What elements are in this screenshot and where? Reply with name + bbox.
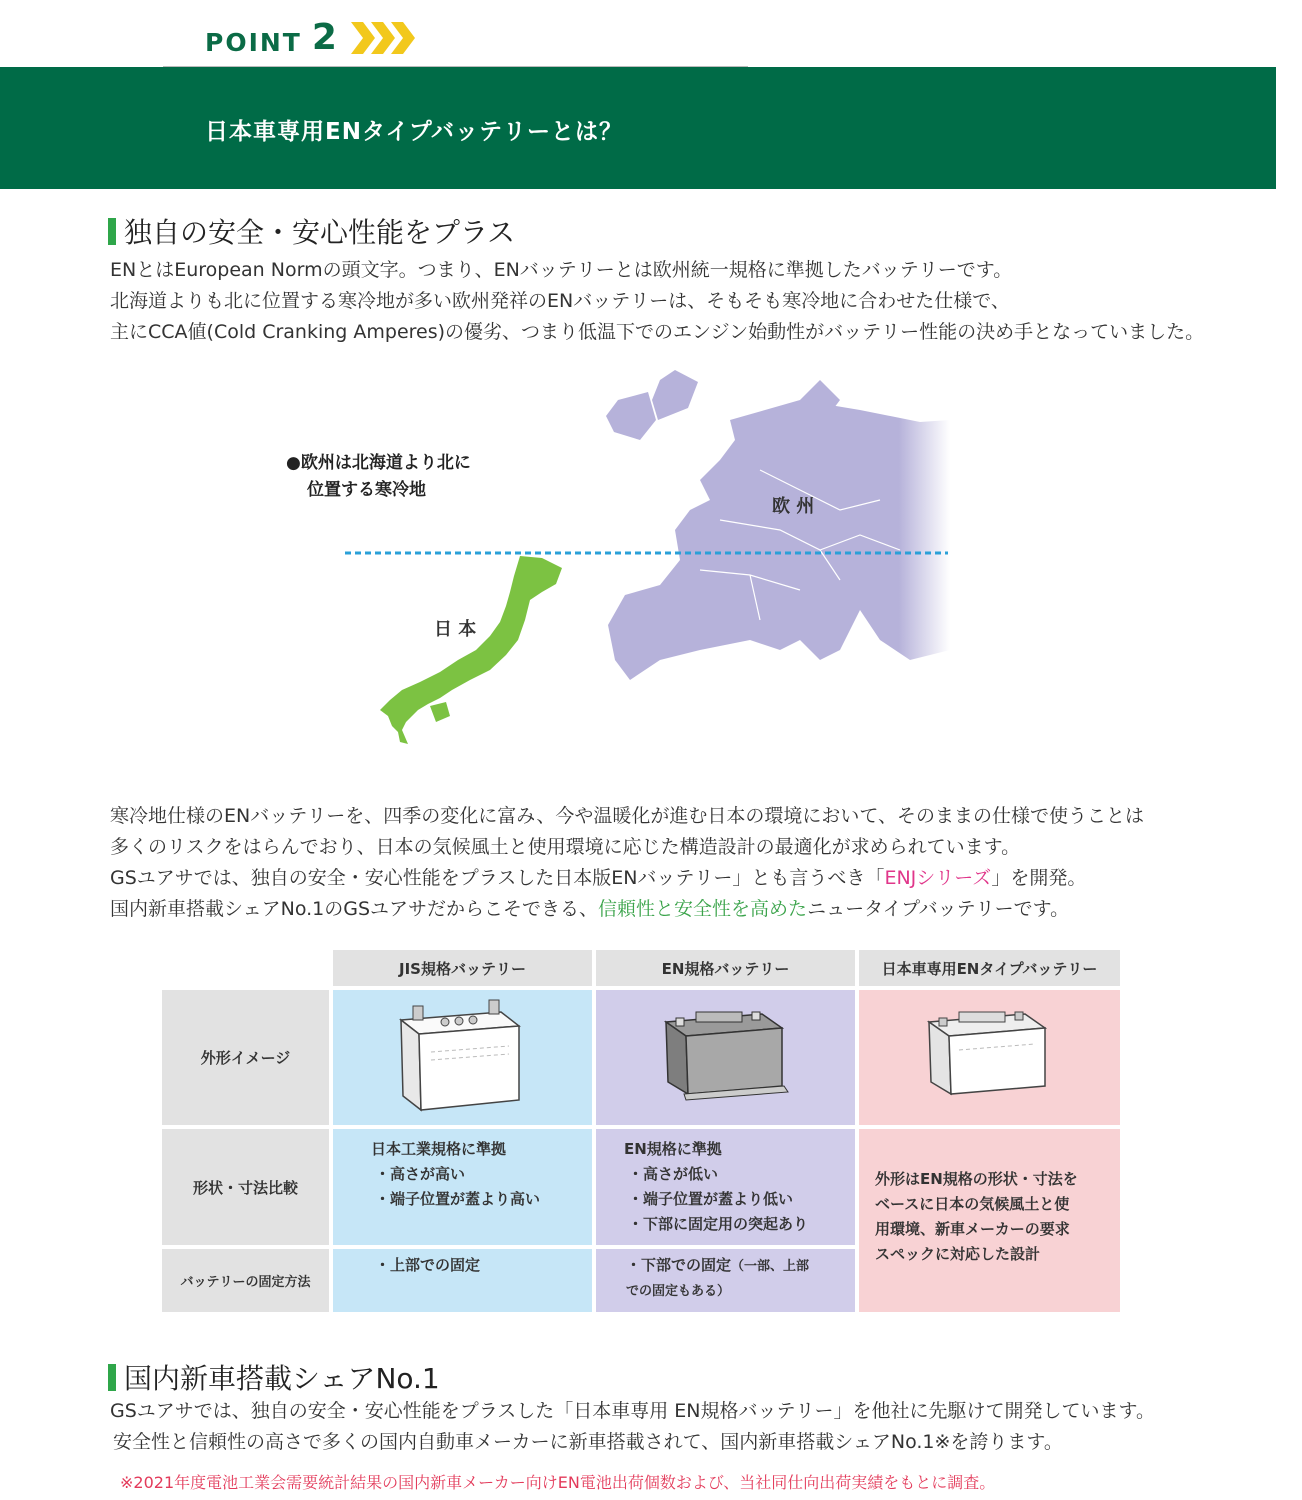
en-fix-line-1 xyxy=(626,1253,855,1279)
point-number: 2 xyxy=(311,17,337,58)
jp-desc-4: スペックに対応した設計 xyxy=(875,1245,1041,1263)
section1b-paragraph xyxy=(110,801,1144,925)
en-shape-3: ・端子位置が蓋より低い xyxy=(628,1190,794,1208)
section1-paragraph xyxy=(110,255,1204,348)
en-image-cell xyxy=(596,990,855,1125)
reliability-highlight: 信頼性と安全性を高めた xyxy=(598,898,808,920)
section1-heading-text: 独自の安全・安心性能をプラス xyxy=(124,216,516,249)
header-en: EN規格バッテリー xyxy=(596,950,855,986)
en-fix-a: ・下部での固定 xyxy=(626,1256,732,1274)
en-shape-1: EN規格に準拠 xyxy=(624,1140,722,1158)
line3-pre: GSユアサでは、独自の安全・安心性能をプラスした日本版ENバッテリー」とも言うべき「 xyxy=(110,867,885,889)
jis-battery-icon xyxy=(333,990,592,1125)
jp-desc-cell xyxy=(859,1129,1120,1312)
section2-line-1: GSユアサでは、独自の安全・安心性能をプラスした「日本車専用 EN規格バッテリー」を他社に先駆けて開発しています。 xyxy=(110,1400,1155,1422)
section1b-line-3 xyxy=(110,863,1144,894)
heading-bar xyxy=(108,218,116,245)
section1b-line-4 xyxy=(110,894,1144,925)
section2-paragraph xyxy=(110,1396,1155,1458)
section1b-line-1: 寒冷地仕様のENバッテリーを、四季の変化に富み、今や温暖化が進む日本の環境において、そのままの仕様で使うことは xyxy=(110,805,1144,827)
section1b-line-2: 多くのリスクをはらんでおり、日本の気候風土と使用環境に応じた構造設計の最適化が求められています。 xyxy=(110,836,1021,858)
japan-label: 日 本 xyxy=(434,619,477,640)
banner-title: 日本車専用ENタイプバッテリーとは？ xyxy=(205,119,623,145)
line3-post: 」を開発。 xyxy=(991,867,1087,889)
map-note-line-2: 位置する寒冷地 xyxy=(307,480,426,500)
section2-heading xyxy=(108,1357,440,1397)
en-shape-cell xyxy=(596,1129,855,1245)
title-banner xyxy=(0,67,1276,189)
jp-desc-3: 用環境、新車メーカーの要求 xyxy=(875,1220,1070,1238)
jp-desc-1: 外形はEN規格の形状・寸法を xyxy=(875,1170,1078,1188)
en-battery-icon xyxy=(596,990,855,1125)
europe-japan-map xyxy=(280,360,970,760)
jis-shape-3: ・端子位置が蓋より高い xyxy=(375,1190,541,1208)
en-fix-b: （一部、上部 xyxy=(731,1259,810,1274)
map-note-line-1: ●欧州は北海道より北に xyxy=(286,453,471,473)
section2-line-2: 安全性と信頼性の高さで多くの国内自動車メーカーに新車搭載されて、国内新車搭載シェアNo.1※を誇ります。 xyxy=(113,1431,1063,1453)
europe-label: 欧 州 xyxy=(772,496,815,517)
comparison-table xyxy=(162,950,1120,1312)
footnote: ※2021年度電池工業会需要統計結果の国内新車メーカー向けEN電池出荷個数および、当社同仕向出荷実績をもとに調査。 xyxy=(120,1473,996,1492)
jp-en-battery-icon xyxy=(859,990,1120,1125)
jis-shape-1: 日本工業規格に準拠 xyxy=(371,1140,507,1158)
line4-post: ニュータイプバッテリーです。 xyxy=(807,898,1070,920)
header-jp-en: 日本車専用ENタイプバッテリー xyxy=(859,950,1120,986)
heading-bar-2 xyxy=(108,1364,116,1391)
en-shape-2: ・高さが低い xyxy=(628,1165,719,1183)
point-label xyxy=(205,18,417,58)
enj-series-highlight: ENJシリーズ xyxy=(884,867,992,889)
europe-shape xyxy=(606,370,950,680)
jp-image-cell xyxy=(859,990,1120,1125)
japan-shape xyxy=(380,556,562,744)
header-jis: JIS規格バッテリー xyxy=(333,950,592,986)
jis-fix-text: ・上部での固定 xyxy=(375,1256,481,1274)
row-label-fixing: バッテリーの固定方法 xyxy=(162,1249,329,1312)
jis-image-cell xyxy=(333,990,592,1125)
section1-line-1: ENとはEuropean Normの頭文字。つまり、ENバッテリーとは欧州統一規格に準拠したバッテリーです。 xyxy=(110,259,1013,281)
jp-desc-2: ベースに日本の気候風土と使 xyxy=(875,1195,1070,1213)
en-shape-4: ・下部に固定用の突起あり xyxy=(628,1215,809,1233)
en-fix-c: での固定もある） xyxy=(626,1284,731,1299)
jis-shape-cell xyxy=(333,1129,592,1245)
section1-heading xyxy=(108,211,515,251)
row-label-shape: 形状・寸法比較 xyxy=(162,1129,329,1245)
row-label-appearance: 外形イメージ xyxy=(162,990,329,1125)
section1-line-2: 北海道よりも北に位置する寒冷地が多い欧州発祥のENバッテリーは、そもそも寒冷地に合わせた仕様で、 xyxy=(110,290,1010,312)
section2-heading-text: 国内新車搭載シェアNo.1 xyxy=(124,1362,440,1395)
line4-pre: 国内新車搭載シェアNo.1のGSユアサだからこそできる、 xyxy=(110,898,599,920)
jis-fix-cell xyxy=(333,1249,592,1312)
section1-line-3: 主にCCA値(Cold Cranking Amperes)の優劣、つまり低温下でのエンジン始動性がバッテリー性能の決め手となっていました。 xyxy=(110,321,1205,343)
point-word: POINT xyxy=(205,28,302,57)
jis-shape-2: ・高さが高い xyxy=(375,1165,466,1183)
chevrons-icon xyxy=(351,20,417,56)
en-fix-cell xyxy=(596,1249,855,1312)
